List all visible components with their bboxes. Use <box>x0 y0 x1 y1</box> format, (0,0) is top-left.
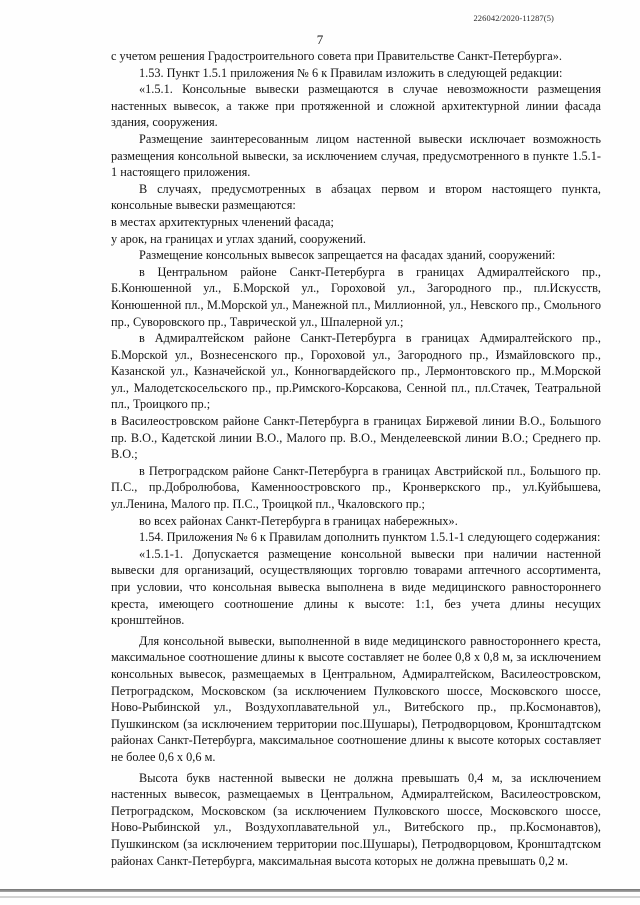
paragraph: «1.5.1-1. Допускается размещение консольной вывески при наличии настенной вывески для организаций, осуществляющих торговлю товарами аптечного ассортимента, при условии, что консольная вывеска выполнена в виде медицинского равностороннего креста, имеющего соотношение длины к высоте: 1:1, без учета длины несущих кронштейнов. <box>111 546 601 628</box>
paragraph: в Петроградском районе Санкт-Петербурга в границах Австрийской пл., Большого пр. П.С., пр.Добролюбова, Каменноостровского пр., Кронверкского пр., ул.Куйбышева, ул.Ленина, Малого пр. П.С., Троицкой пл., Чкаловского пр.; <box>111 463 601 512</box>
paragraph: «1.5.1. Консольные вывески размещаются в случае невозможности размещения настенных вывесок, а также при протяженной и сложной архитектурной линии фасада здания, сооружения. <box>111 82 601 130</box>
paragraph: с учетом решения Градостроительного совета при Правительстве Санкт-Петербурга». <box>111 49 562 63</box>
paragraph: во всех районах Санкт-Петербурга в границах набережных». <box>139 513 458 528</box>
paragraph: в Адмиралтейском районе Санкт-Петербурга в границах Адмиралтейского пр., Б.Морской ул., Вознесенского пр., Гороховой ул., Загородного пр., Измайловского пр., Казанской ул., Казначейской ул., Конногвардейского пр., Лермонтовского пр., М.Морской ул., Малодетскосельского пр., пр.Римского-Корсакова, Сенной пл., пл.Стачек, Театральной пл., Троицкого пр.; <box>111 331 601 412</box>
scan-edge-line <box>0 889 640 892</box>
paragraph: в Центральном районе Санкт-Петербурга в границах Адмиралтейского пр., Б.Конюшенной ул., Б.Морской ул., Гороховой ул., Загородного пр., пл.Искусств, Конюшенной пл., М.Морской ул., Манежной пл., Миллионной, ул., Невского пр., Смольного пр., Суворовского пр., Таврической ул., Шпалерной ул.; <box>111 264 601 329</box>
document-body <box>111 48 601 869</box>
scan-edge-line <box>0 896 640 898</box>
paragraph: Размещение консольных вывесок запрещается на фасадах зданий, сооружений: <box>139 248 556 263</box>
paragraph: у арок, на границах и углах зданий, сооружений. <box>111 231 366 246</box>
paragraph: Для консольной вывески, выполненной в виде медицинского равностороннего креста, максимальное соотношение длины к высоте составляет не более 0,8 х 0,8 м, за исключением консольных вывесок, размещаемых в Центральном, Адмиралтейском, Василеостровском, Петроградском, Московском (за исключением Пулковского шоссе, Московского шоссе, Ново-Рыбинской ул., Воздухоплавательной ул., Витебского пр., пр.Космонавтов), Пушкинском (за исключением территории пос.Шушары), Петродворцовом, Кронштадтском районах Санкт-Петербурга, максимальное соотношение длины к высоте которых составляет не более 0,6 х 0,6 м. <box>111 633 601 764</box>
paragraph: В случаях, предусмотренных в абзацах первом и втором настоящего пункта, консольные вывески размещаются: <box>111 181 601 213</box>
page-number: 7 <box>316 32 324 47</box>
paragraph: 1.53. Пункт 1.5.1 приложения № 6 к Правилам изложить в следующей редакции: <box>139 65 563 80</box>
paragraph: 1.54. Приложения № 6 к Правилам дополнить пунктом 1.5.1-1 следующего содержания: <box>139 530 601 545</box>
document-id: 226042/2020-11287(5) <box>473 13 554 23</box>
paragraph: в Василеостровском районе Санкт-Петербурга в границах Биржевой линии В.О., Большого пр. В.О., Кадетской линии В.О., Малого пр. В.О., Менделеевской линии В.О.; Среднего пр. В.О.; <box>111 414 601 462</box>
paragraph: Высота букв настенной вывески не должна превышать 0,4 м, за исключением настенных вывесок, размещаемых в Центральном, Адмиралтейском, Василеостровском, Петроградском, Московском (за исключением Пулковского шоссе, Московского шоссе, Ново-Рыбинской ул., Воздухоплавательной ул., Витебского пр., пр.Космонавтов), Пушкинском (за исключением территории пос.Шушары), Петродворцовом, Кронштадтском районах Санкт-Петербурга, максимальная высота которых не должна превышать 0,2 м. <box>111 770 601 868</box>
paragraph: Размещение заинтересованным лицом настенной вывески исключает возможность размещения консольной вывески, за исключением случая, предусмотренного в пункте 1.5.1-1 настоящего приложения. <box>111 131 601 180</box>
paragraph: в местах архитектурных членений фасада; <box>111 214 334 229</box>
